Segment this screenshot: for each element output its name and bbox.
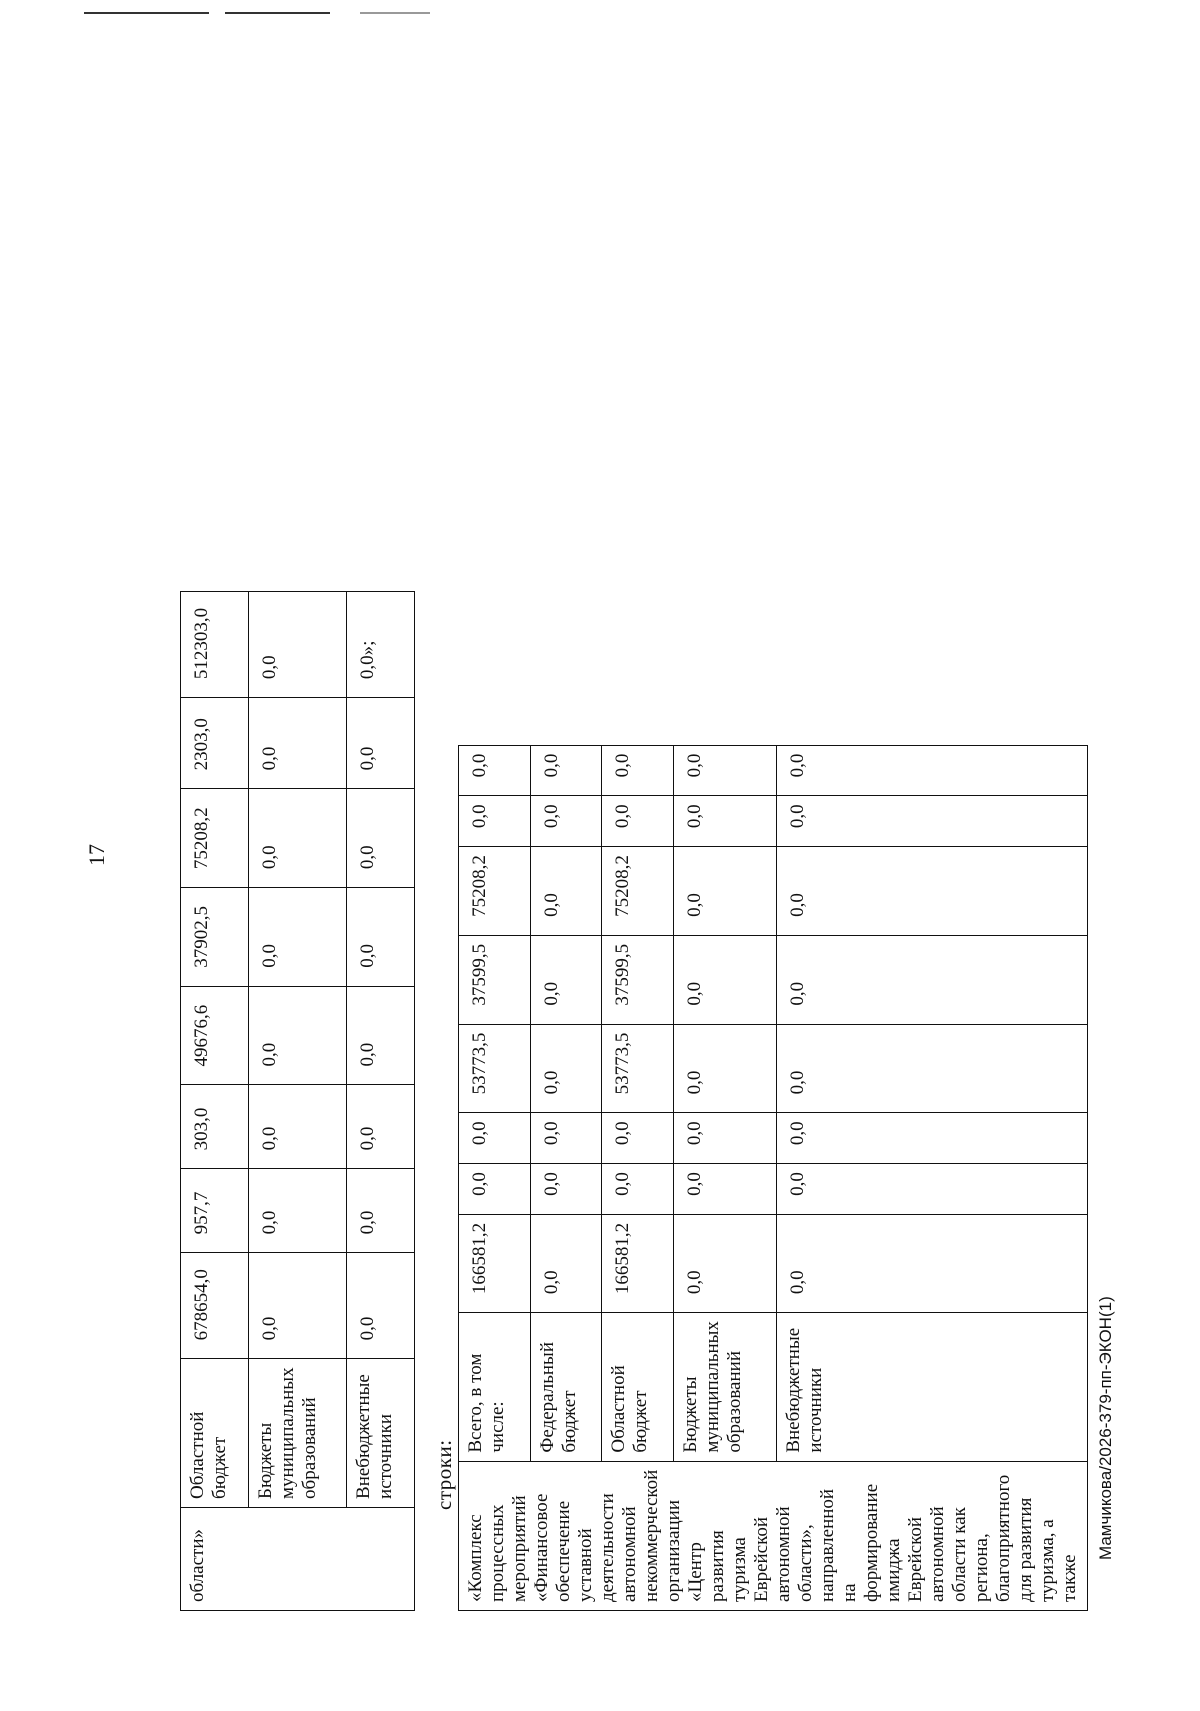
value-cell: 0,0 [776, 796, 1087, 847]
value-cell: 0,0 [673, 935, 776, 1024]
page-number: 17 [84, 844, 109, 866]
scan-artifact-line [360, 12, 430, 14]
program-name-cell: «Комплекс процессных мероприятий «Финансовое обеспечение уставной деятельности автономной некоммерческой организации «Центр развития туризма Еврейской автономной области», направленной на формирование имиджа Еврейской автономной области как региона, благоприятного для развития туризма, а также [459, 1461, 1088, 1610]
value-cell: 0,0 [602, 745, 674, 796]
value-cell: 0,0 [347, 789, 415, 888]
value-cell: 75208,2 [459, 847, 531, 936]
budget-table-top [180, 591, 415, 1611]
value-cell: 0,0 [530, 796, 602, 847]
value-cell: 0,0 [530, 745, 602, 796]
value-cell: 0,0 [776, 847, 1087, 936]
source-cell: Федеральный бюджет [530, 1313, 602, 1462]
value-cell: 957,7 [181, 1169, 249, 1253]
value-cell: 0,0 [249, 1253, 347, 1359]
value-cell: 37599,5 [459, 935, 531, 1024]
value-cell: 37902,5 [181, 888, 249, 987]
value-cell: 75208,2 [181, 789, 249, 888]
source-cell: Областной бюджет [602, 1313, 674, 1462]
program-name-cell: области» [181, 1507, 415, 1610]
value-cell: 53773,5 [459, 1024, 531, 1113]
value-cell: 0,0 [459, 796, 531, 847]
scan-artifact-line [84, 12, 209, 14]
value-cell: 0,0 [249, 789, 347, 888]
value-cell: 0,0 [347, 1253, 415, 1359]
value-cell: 303,0 [181, 1085, 249, 1169]
value-cell: 0,0 [249, 698, 347, 789]
value-cell: 0,0 [347, 1169, 415, 1253]
value-cell: 0,0 [459, 1113, 531, 1164]
value-cell: 0,0 [673, 745, 776, 796]
value-cell: 0,0 [602, 1113, 674, 1164]
source-cell: Бюджеты муниципальных образований [249, 1359, 347, 1508]
value-cell: 0,0 [530, 1214, 602, 1312]
value-cell: 0,0 [673, 796, 776, 847]
value-cell: 0,0 [347, 986, 415, 1085]
value-cell: 0,0 [673, 847, 776, 936]
value-cell: 37599,5 [602, 935, 674, 1024]
value-cell: 0,0 [530, 1113, 602, 1164]
value-cell: 0,0 [530, 935, 602, 1024]
value-cell: 0,0 [776, 935, 1087, 1024]
value-cell: 0,0 [776, 1024, 1087, 1113]
value-cell: 166581,2 [459, 1214, 531, 1312]
value-cell: 49676,6 [181, 986, 249, 1085]
value-cell: 0,0 [249, 888, 347, 987]
value-cell: 0,0 [673, 1214, 776, 1312]
value-cell: 0,0 [530, 1164, 602, 1215]
table-row [347, 592, 415, 1611]
value-cell: 0,0 [249, 1169, 347, 1253]
source-cell: Внебюджетные источники [776, 1313, 1087, 1462]
value-cell: 0,0 [673, 1024, 776, 1113]
section-caption: строки: [432, 1439, 456, 1510]
value-cell: 512303,0 [181, 592, 249, 698]
value-cell: 0,0 [249, 1085, 347, 1169]
value-cell: 0,0 [776, 1113, 1087, 1164]
value-cell: 0,0 [347, 1085, 415, 1169]
document-footer: Мамчикова/2026-379-пп-ЭКОН(1) [1096, 1296, 1115, 1560]
value-cell: 0,0 [602, 796, 674, 847]
value-cell: 75208,2 [602, 847, 674, 936]
table-row [459, 745, 531, 1610]
value-cell: 0,0 [776, 745, 1087, 796]
scan-artifact-line [225, 12, 330, 14]
value-cell: 0,0 [602, 1164, 674, 1215]
value-cell: 0,0 [530, 847, 602, 936]
value-cell: 0,0 [673, 1113, 776, 1164]
value-cell: 0,0 [249, 986, 347, 1085]
value-cell: 0,0 [347, 698, 415, 789]
value-cell: 0,0 [249, 592, 347, 698]
table-row [249, 592, 347, 1611]
source-cell: Всего, в том числе: [459, 1313, 531, 1462]
value-cell: 53773,5 [602, 1024, 674, 1113]
table-row [181, 592, 249, 1611]
source-cell: Бюджеты муниципальных образований [673, 1313, 776, 1462]
value-cell: 0,0 [776, 1214, 1087, 1312]
value-cell: 0,0 [347, 888, 415, 987]
value-cell: 0,0 [776, 1164, 1087, 1215]
value-cell: 0,0 [459, 745, 531, 796]
source-cell: Областной бюджет [181, 1359, 249, 1508]
value-cell: 0,0 [459, 1164, 531, 1215]
value-cell: 678654,0 [181, 1253, 249, 1359]
value-cell: 2303,0 [181, 698, 249, 789]
value-cell: 0,0»; [347, 592, 415, 698]
value-cell: 0,0 [530, 1024, 602, 1113]
value-cell: 0,0 [673, 1164, 776, 1215]
budget-table-bottom [458, 745, 1088, 1611]
source-cell: Внебюджетные источники [347, 1359, 415, 1508]
value-cell: 166581,2 [602, 1214, 674, 1312]
